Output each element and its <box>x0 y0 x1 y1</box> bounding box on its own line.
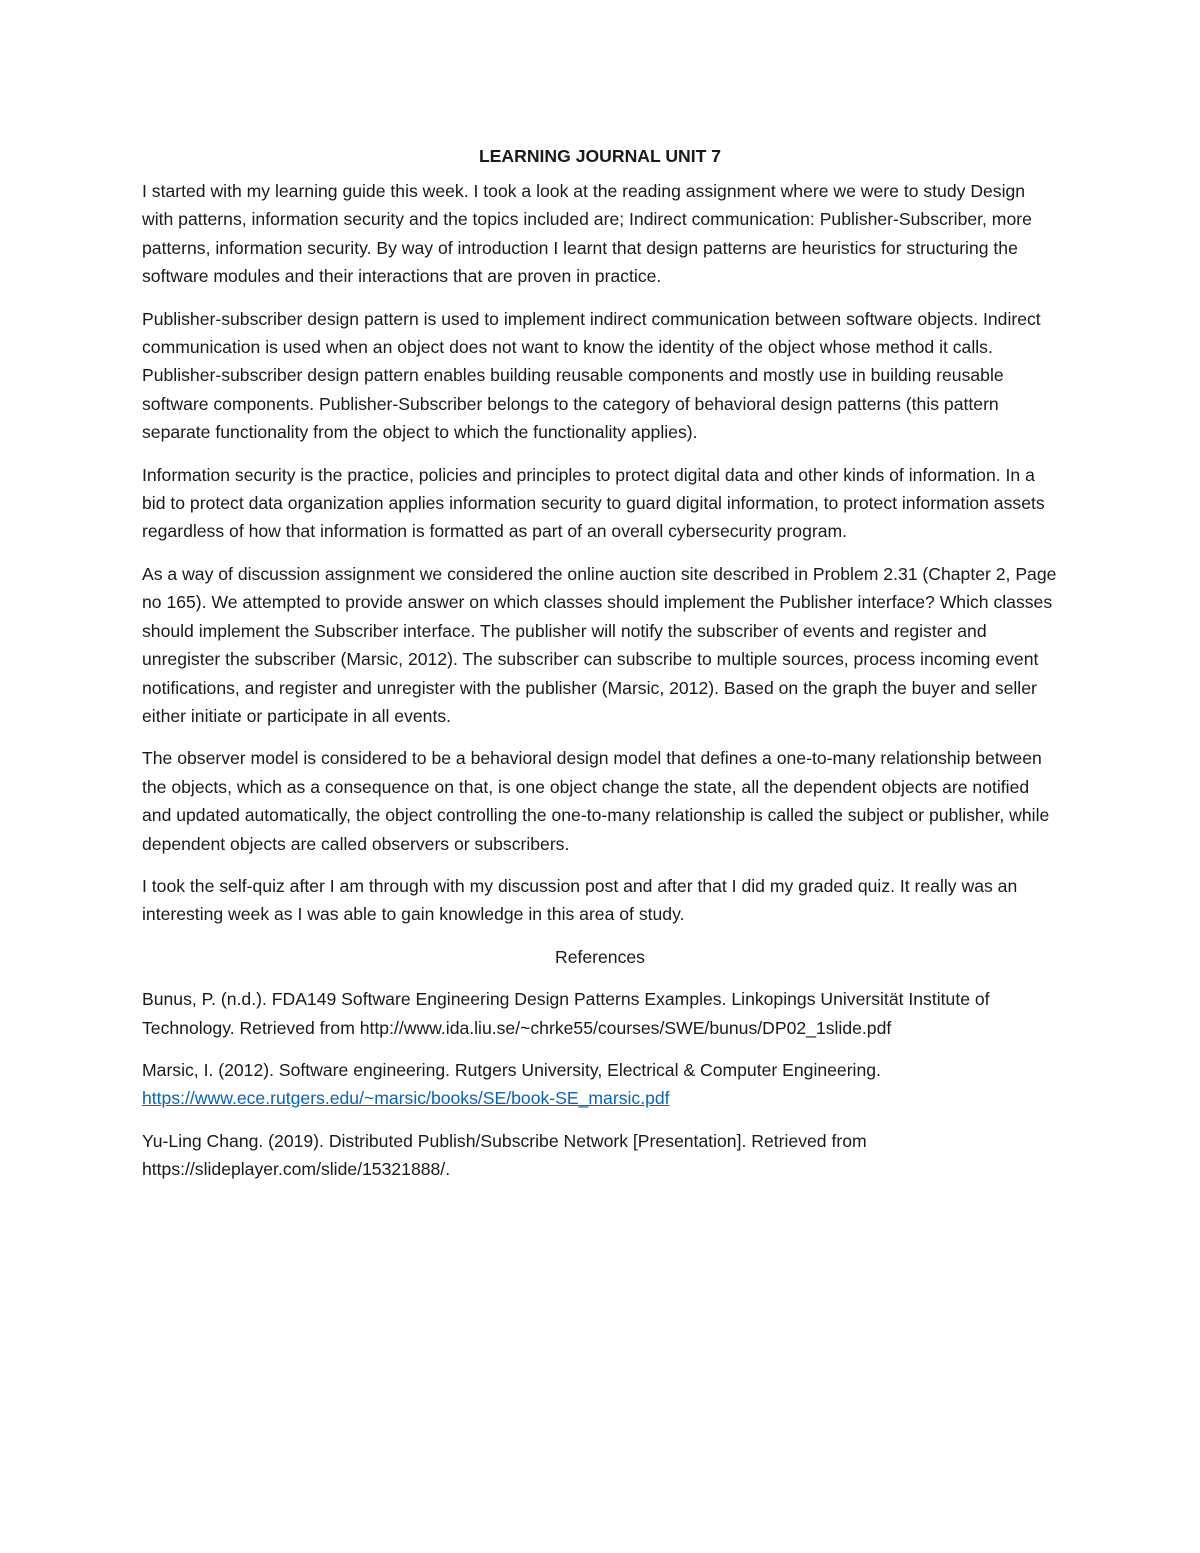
reference-item <box>142 1056 1058 1113</box>
document-page <box>142 142 1058 1198</box>
reference-text: Bunus, P. (n.d.). FDA149 Software Engineering Design Patterns Examples. Linkopings Universität Institute of Technology. Retrieved from http://www.ida.liu.se/~chrke55/courses/SWE/bunus/DP02_1slide.pdf <box>142 989 990 1038</box>
reference-link[interactable]: https://www.ece.rutgers.edu/~marsic/books/SE/book-SE_marsic.pdf <box>142 1088 670 1109</box>
reference-text: Yu-Ling Chang. (2019). Distributed Publish/Subscribe Network [Presentation]. Retrieved from https://slideplayer.com/slide/15321888/. <box>142 1130 867 1180</box>
reference-item <box>142 1127 1058 1184</box>
references-heading: References <box>555 946 645 967</box>
paragraph-information-security: Information security is the practice, policies and principles to protect digital data and other kinds of information. In a bid to protect data organization applies information security to guard digital information, to protect information assets regardless of how that information is formatted as part of an overall cybersecurity program. <box>142 464 1045 542</box>
reference-item <box>142 985 1058 1042</box>
paragraph-observer-model: The observer model is considered to be a behavioral design model that defines a one-to-many relationship between the objects, which as a consequence on that, is one object change the state, all the dependent objects are notified and updated automatically, the object controlling the one-to-many relationship is called the subject or publisher, while dependent objects are called observers or subscribers. <box>142 748 1050 854</box>
paragraph-discussion-assignment: As a way of discussion assignment we considered the online auction site described in Problem 2.31 (Chapter 2, Page no 165). We attempted to provide answer on which classes should implement the Publisher interface? Which classes should implement the Subscriber interface. The publisher will notify the subscriber of events and register and unregister the subscriber (Marsic, 2012). The subscriber can subscribe to multiple sources, process incoming event notifications, and register and unregister with the publisher (Marsic, 2012). Based on the graph the buyer and seller either initiate or participate in all events. <box>142 563 1057 726</box>
paragraph-publisher-subscriber: Publisher-subscriber design pattern is used to implement indirect communication between software objects. Indirect communication is used when an object does not want to know the identity of the object whose method it calls. Publisher-subscriber design pattern enables building reusable components and mostly use in building reusable software components. Publisher-Subscriber belongs to the category of behavioral design patterns (this pattern separate functionality from the object to which the functionality applies). <box>142 308 1041 443</box>
paragraph-conclusion: I took the self-quiz after I am through with my discussion post and after that I did my graded quiz. It really was an interesting week as I was able to gain knowledge in this area of study. <box>142 875 1018 925</box>
paragraph-intro: I started with my learning guide this week. I took a look at the reading assignment where we were to study Design with patterns, information security and the topics included are; Indirect communication: Publisher-Subscriber, more patterns, information security. By way of introduction I learnt that design patterns are heuristics for structuring the software modules and their interactions that are proven in practice. <box>142 181 1032 287</box>
document-title: LEARNING JOURNAL UNIT 7 <box>478 146 722 166</box>
reference-text: Marsic, I. (2012). Software engineering. Rutgers University, Electrical & Computer Engineering. <box>142 1059 881 1080</box>
